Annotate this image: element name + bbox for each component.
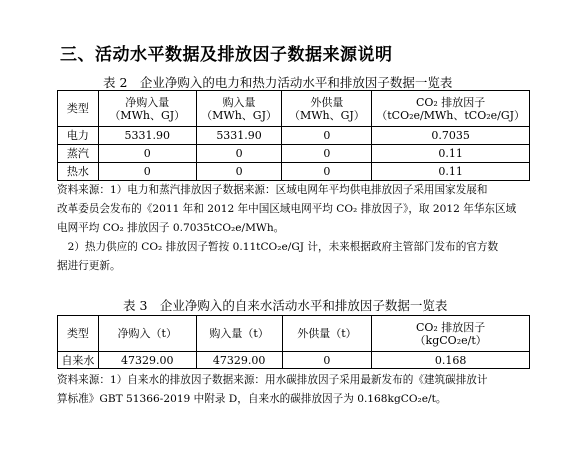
section-title: 三、活动水平数据及排放因子数据来源说明: [60, 45, 393, 65]
table2-header-supplied: 外供量 （MWh、GJ）: [282, 91, 372, 127]
table-cell: 0: [282, 127, 372, 145]
table3-header-supplied: 外供量（t）: [282, 316, 372, 352]
table3-header-purchased: 购入量（t）: [196, 316, 282, 352]
table-cell: 0.11: [372, 145, 530, 163]
table-cell: 0: [196, 163, 282, 181]
table2-header-row: [58, 91, 530, 127]
note-line: 资料来源：1）电力和蒸汽排放因子数据来源：区域电网年平均供电排放因子采用国家发展和: [57, 184, 488, 196]
table3-header-row: [58, 316, 530, 352]
table2-caption: 表 2 企业净购入的电力和热力活动水平和排放因子数据一览表: [103, 75, 453, 90]
table3-notes: [57, 371, 488, 409]
note-line: 资料来源：1）自来水的排放因子数据来源：用水碳排放因子采用最新发布的《建筑碳排放计: [57, 374, 488, 386]
table3-caption: 表 3 企业净购入的自来水活动水平和排放因子数据一览表: [123, 298, 448, 313]
note-line: 改革委员会发布的《2011 年和 2012 年中国区域电网平均 CO₂ 排放因子》，取 2012 年华东区域: [57, 203, 517, 215]
table-cell: 0: [98, 163, 196, 181]
table-cell: 0: [282, 145, 372, 163]
note-line: 电网平均 CO₂ 排放因子 0.7035tCO₂e/MWh。: [57, 222, 285, 234]
table2-header-factor: CO₂ 排放因子 （tCO₂e/MWh、tCO₂e/GJ）: [372, 91, 530, 127]
table2-notes: [57, 181, 516, 276]
table3-header-factor: CO₂ 排放因子 （kgCO₂e/t）: [372, 316, 530, 352]
table-cell: 0.7035: [372, 127, 530, 145]
table3-header-net: 净购入（t）: [98, 316, 196, 352]
table3: [57, 315, 530, 369]
table-cell: 自来水: [58, 352, 99, 369]
table-cell: 热水: [58, 163, 99, 181]
table-row: [58, 145, 530, 163]
table-cell: 47329.00: [196, 352, 282, 369]
table-cell: 0: [196, 145, 282, 163]
table-row: [58, 127, 530, 145]
table3-header-type: 类型: [58, 316, 99, 352]
table-cell: 0.11: [372, 163, 530, 181]
table2-header-type: 类型: [58, 91, 99, 127]
table2: [57, 90, 530, 181]
table-cell: 47329.00: [98, 352, 196, 369]
table-cell: 0: [98, 145, 196, 163]
note-line: 据进行更新。: [57, 260, 121, 272]
table-cell: 蒸汽: [58, 145, 99, 163]
table2-header-purchased: 购入量 （MWh、GJ）: [196, 91, 282, 127]
table-cell: 5331.90: [98, 127, 196, 145]
table-cell: 5331.90: [196, 127, 282, 145]
table-cell: 0: [282, 352, 372, 369]
table-cell: 0: [282, 163, 372, 181]
table-cell: 0.168: [372, 352, 530, 369]
table2-header-net: 净购入量 （MWh、GJ）: [98, 91, 196, 127]
note-line: 算标准》GBT 51366-2019 中附录 D，自来水的碳排放因子为 0.168kgCO₂e/t。: [57, 393, 447, 405]
table-cell: 电力: [58, 127, 99, 145]
table-row: [58, 163, 530, 181]
note-line: 2）热力供应的 CO₂ 排放因子暂按 0.11tCO₂e/GJ 计，未来根据政府主管部门发布的官方数: [57, 241, 499, 253]
table-row: [58, 352, 530, 369]
